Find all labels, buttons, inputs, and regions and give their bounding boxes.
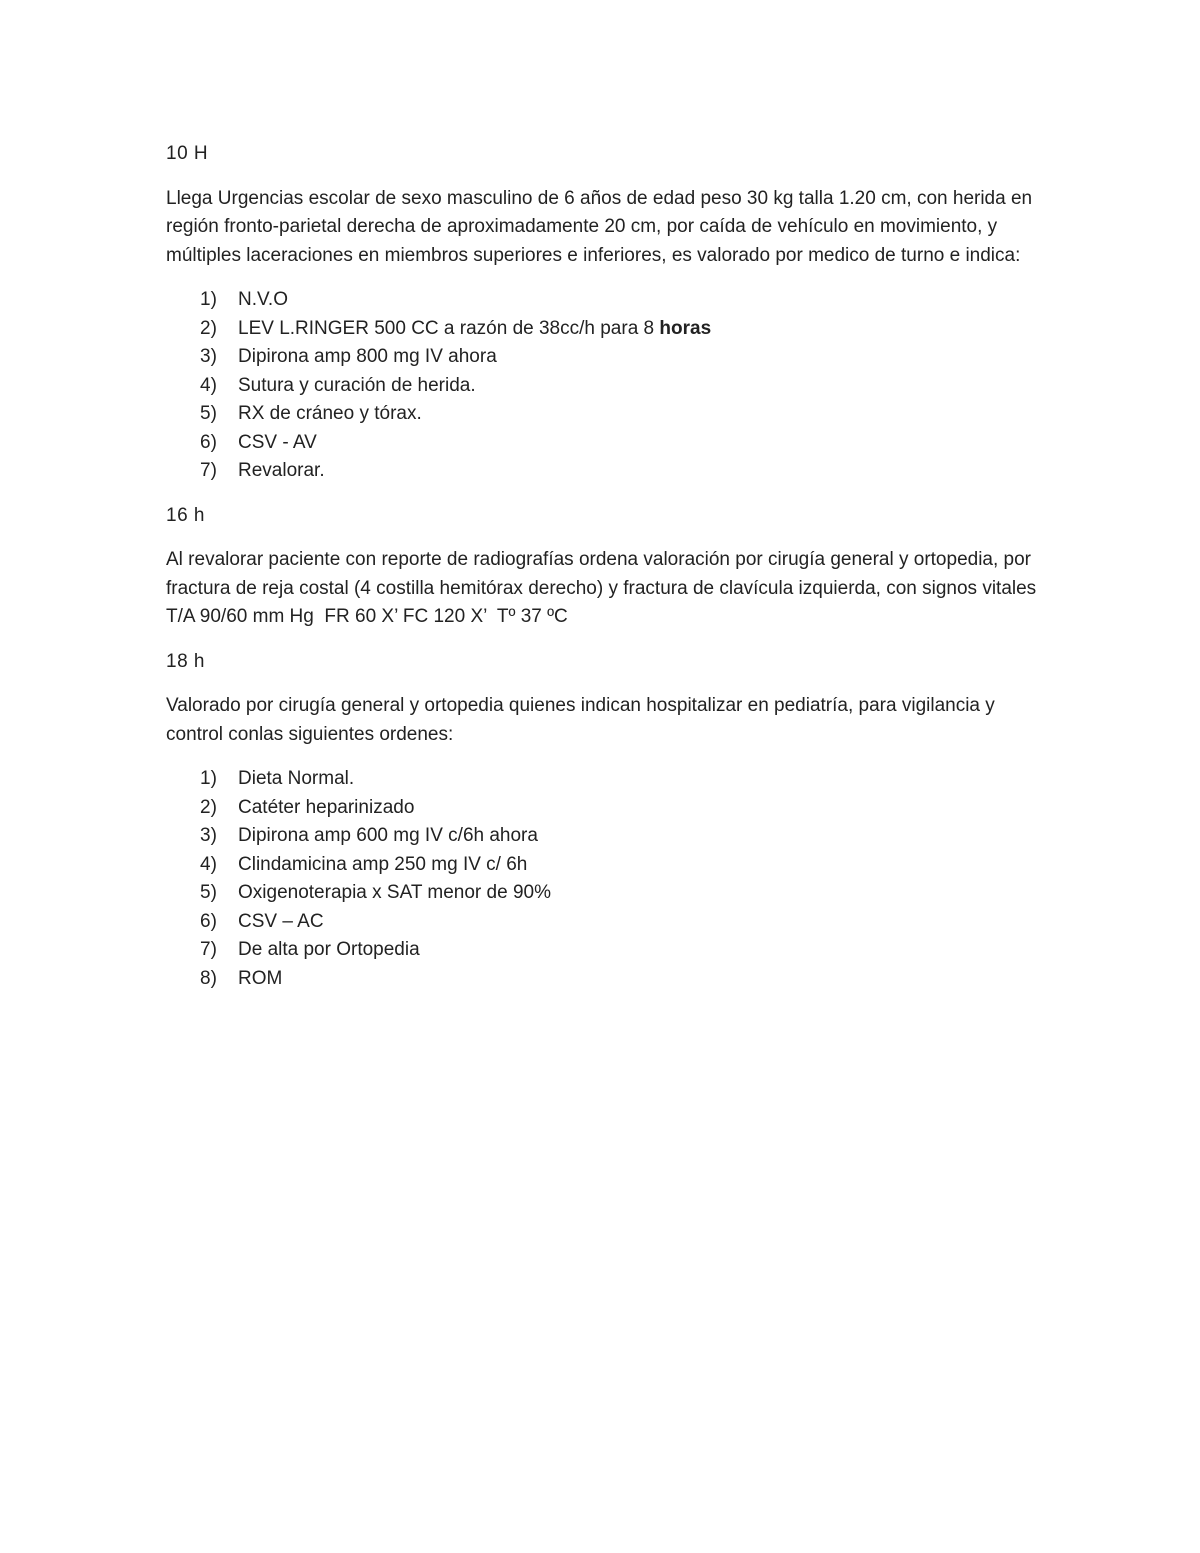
document-page (166, 140, 1046, 1009)
order-text: RX de cráneo y tórax. (238, 403, 422, 424)
order-text: ROM (238, 967, 283, 989)
order-text: De alta por Ortopedia (238, 939, 420, 960)
order-text: CSV - AV (238, 431, 317, 453)
order-text: Clindamicina amp 250 mg IV c/ 6h (238, 853, 528, 875)
order-number: 4) (200, 374, 217, 396)
list-item (166, 879, 1046, 908)
order-number: 3) (200, 825, 217, 846)
order-text: CSV – AC (238, 910, 324, 932)
order-text: Sutura y curación de herida. (238, 374, 476, 396)
order-text-with-bold (238, 315, 1046, 344)
order-number: 4) (200, 853, 217, 875)
paragraph-admission: Llega Urgencias escolar de sexo masculino de 6 años de edad peso 30 kg talla 1.20 cm, con herida en región fronto-parietal derecha de aproximadamente 20 cm, por caída de vehículo en movimiento, y múltiples laceraciones en miembros superiores e inferiores, es valorado por medico de turno e indica: (166, 187, 1033, 266)
list-item (166, 794, 1046, 823)
order-number: 8) (200, 967, 217, 989)
list-item (166, 457, 1046, 486)
order-text: Revalorar. (238, 460, 325, 481)
order-number: 6) (200, 431, 217, 453)
order-text-bold: horas (659, 317, 712, 339)
list-item (166, 851, 1046, 880)
list-item (166, 965, 1046, 994)
list-item (166, 343, 1046, 372)
order-list-initial (166, 286, 1046, 486)
order-number: 2) (200, 796, 217, 818)
order-number: 1) (200, 768, 217, 789)
list-item (166, 822, 1046, 851)
order-text: Dieta Normal. (238, 768, 355, 789)
list-item (166, 765, 1046, 794)
time-heading-16h: 16 h (166, 504, 205, 526)
order-text-part: LEV L.RINGER 500 CC a razón de 38cc/h para 8 (238, 317, 660, 339)
list-item (166, 372, 1046, 401)
order-number: 2) (200, 317, 217, 339)
order-text: Catéter heparinizado (238, 796, 415, 818)
order-number: 1) (200, 289, 217, 310)
paragraph-hospitalization: Valorado por cirugía general y ortopedia quienes indican hospitalizar en pediatría, para vigilancia y control conlas siguientes ordenes: (166, 695, 995, 745)
order-number: 7) (200, 939, 217, 960)
list-item (166, 936, 1046, 965)
order-text: Dipirona amp 800 mg IV ahora (238, 346, 497, 367)
list-item (166, 286, 1046, 315)
list-item (166, 429, 1046, 458)
list-item (166, 315, 1046, 344)
order-text: Oxigenoterapia x SAT menor de 90% (238, 882, 551, 903)
list-item (166, 400, 1046, 429)
time-heading-18h: 18 h (166, 650, 205, 672)
order-number: 7) (200, 460, 217, 481)
order-number: 6) (200, 910, 217, 932)
order-text: Dipirona amp 600 mg IV c/6h ahora (238, 825, 538, 846)
paragraph-revaluation: Al revalorar paciente con reporte de radiografías ordena valoración por cirugía general y ortopedia, por fractura de reja costal (4 costilla hemitórax derecho) y fractura de clavícula izquierda, con signos vitales T/A 90/60 mm Hg FR 60 X’ FC 120 X’ Tº 37 ºC (166, 549, 1042, 627)
time-heading-10h: 10 H (166, 143, 209, 164)
order-text: N.V.O (238, 289, 288, 310)
order-number: 3) (200, 346, 217, 367)
order-number: 5) (200, 403, 217, 424)
list-item (166, 908, 1046, 937)
order-list-hospital (166, 765, 1046, 993)
order-number: 5) (200, 882, 217, 903)
